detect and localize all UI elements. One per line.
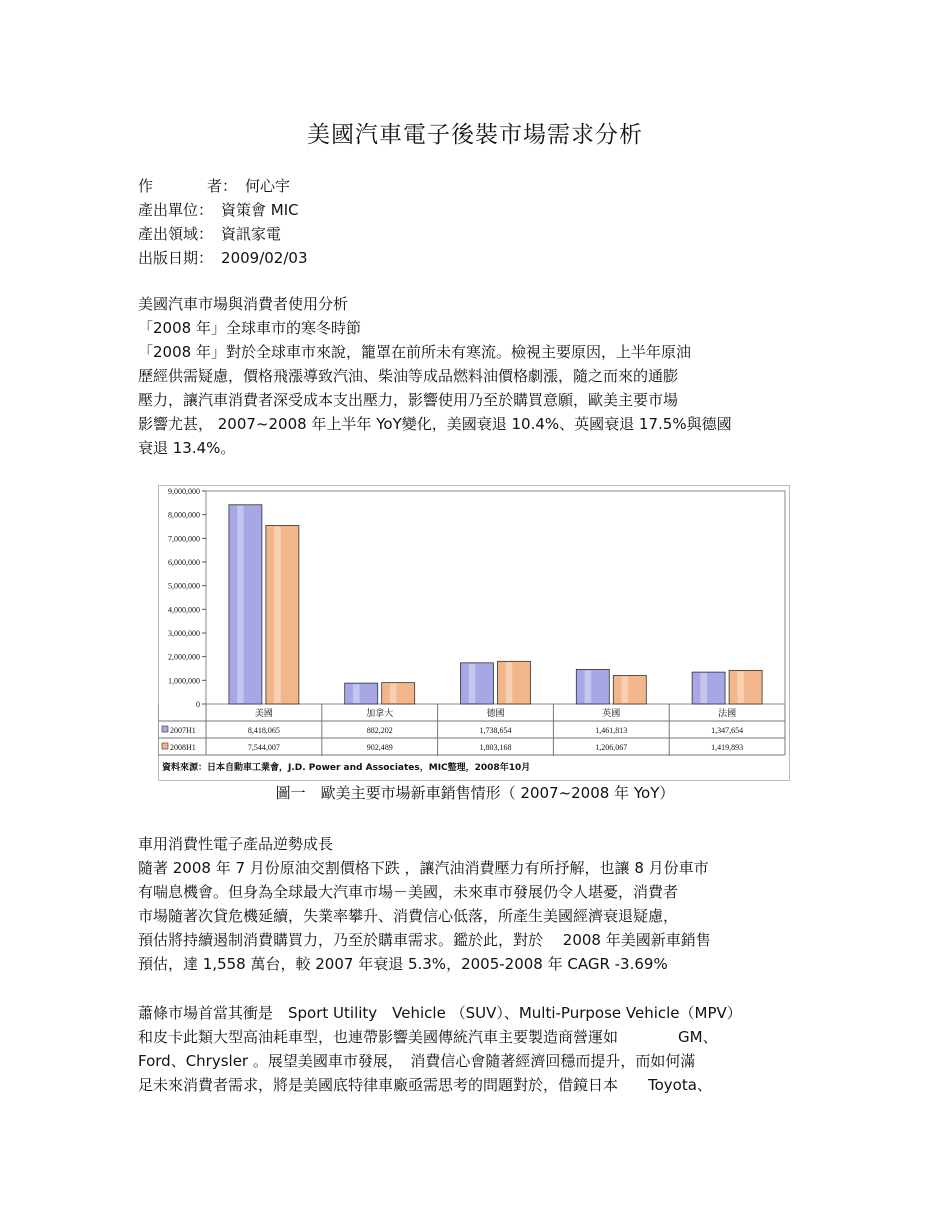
- y-tick-label: 6,000,000: [168, 558, 200, 567]
- y-tick-label: 7,000,000: [168, 534, 200, 544]
- paragraph-line: 蕭條市場首當其衝是 Sport Utility Vehicle （SUV）、Multi-Purpose Vehicle（MPV）: [138, 1004, 742, 1022]
- bar-2007H1: [345, 683, 378, 704]
- data-label: 1,461,813: [595, 726, 628, 735]
- y-tick-label: 8,000,000: [168, 510, 200, 520]
- data-label: 1,803,168: [479, 743, 512, 752]
- y-tick-label: 9,000,000: [168, 487, 200, 496]
- bar-2008H1: [613, 675, 646, 704]
- paragraph-line: 歷經供需疑慮，價格飛漲導致汽油、柴油等成品燃料油價格劇漲，隨之而來的通膨: [138, 367, 679, 385]
- meta-field: [138, 222, 308, 246]
- paragraph-line: 市場隨著次貸危機延續，失業率攀升、消費信心低落，所產生美國經濟衰退疑慮，: [138, 907, 679, 925]
- paragraph-line: 和皮卡此類大型高油耗車型，也連帶影響美國傳統汽車主要製造商營運如 GM、: [138, 1028, 718, 1046]
- legend-swatch: [162, 743, 168, 749]
- bar-2008H1: [266, 525, 299, 704]
- bar-highlight: [506, 662, 513, 703]
- paragraph-line: 影響尤甚， 2007~2008 年上半年 YoY變化，美國衰退 10.4%、英國衰退 17.5%與德國: [138, 415, 732, 433]
- bar-2007H1: [576, 669, 609, 704]
- section-market-outlook: [138, 1001, 818, 1097]
- bar-highlight: [237, 506, 244, 703]
- meta-date: [138, 246, 308, 270]
- section-market-analysis: [138, 292, 818, 460]
- y-tick-label: 5,000,000: [168, 581, 200, 591]
- bar-2007H1: [461, 663, 494, 704]
- x-category-label: 美國: [254, 708, 273, 718]
- bar-highlight: [469, 664, 476, 703]
- paragraph-line: 預估將持續遏制消費購買力，乃至於購車需求。鑑於此，對於 2008 年美國新車銷售: [138, 931, 711, 949]
- document-meta: [138, 174, 308, 270]
- meta-field-value: 資訊家電: [221, 225, 282, 243]
- sales-chart: [158, 485, 790, 781]
- meta-unit: [138, 198, 308, 222]
- paragraph-line: 有喘息機會。但身為全球最大汽車市場－美國，未來車市發展仍令人堪憂，消費者: [138, 883, 679, 901]
- data-label: 8,418,065: [247, 726, 280, 735]
- meta-date-value: 2009/02/03: [221, 249, 308, 267]
- bar-highlight: [390, 684, 397, 703]
- meta-sep: ：: [198, 201, 214, 219]
- section-heading: 車用消費性電子產品逆勢成長: [138, 835, 334, 853]
- paragraph-line: 「2008 年」對於全球車市來說，籠罩在前所未有寒流。檢視主要原因，上半年原油: [138, 343, 691, 361]
- bar-2008H1: [498, 661, 531, 704]
- figure-caption: 圖一 歐美主要市場新車銷售情形（ 2007~2008 年 YoY）: [275, 784, 675, 802]
- legend-label: 2007H1: [170, 726, 196, 735]
- legend-swatch: [162, 726, 168, 732]
- meta-date-key: 出版日期: [138, 249, 199, 267]
- paragraph-line: 預估，達 1,558 萬台，較 2007 年衰退 5.3%，2005-2008 年 CAGR -3.69%: [138, 955, 668, 973]
- x-category-label: 德國: [486, 708, 505, 718]
- bar-highlight: [585, 670, 592, 703]
- data-label: 1,419,893: [711, 743, 744, 752]
- bar-2007H1: [229, 505, 262, 704]
- x-category-label: 英國: [602, 708, 621, 718]
- bar-2007H1: [692, 672, 725, 704]
- data-label: 7,544,007: [247, 743, 280, 752]
- data-label: 902,489: [366, 743, 393, 752]
- y-tick-label: 4,000,000: [168, 605, 200, 615]
- y-tick-label: 1,000,000: [168, 676, 200, 686]
- meta-author-value: 何心宇: [245, 177, 291, 195]
- document-title: 美國汽車電子後裝市場需求分析: [307, 122, 643, 148]
- section-consumer-electronics: [138, 832, 818, 976]
- data-label: 1,738,654: [479, 726, 512, 735]
- section-heading: 美國汽車市場與消費者使用分析: [138, 295, 349, 313]
- sales-chart-svg: [158, 485, 790, 781]
- bar-highlight: [353, 684, 360, 703]
- data-label: 1,347,654: [711, 726, 744, 735]
- meta-sep: ：: [198, 225, 214, 243]
- meta-author: [138, 174, 308, 198]
- bar-highlight: [700, 673, 707, 703]
- bar-highlight: [274, 526, 281, 703]
- y-tick-label: 2,000,000: [168, 652, 200, 662]
- data-label: 1,206,067: [595, 743, 628, 752]
- bar-2008H1: [729, 670, 762, 704]
- y-tick-label: 3,000,000: [168, 629, 200, 638]
- meta-sep: ：: [198, 249, 214, 267]
- y-tick-label: 0: [196, 700, 200, 709]
- meta-field-key: 產出領域: [138, 225, 199, 243]
- paragraph-line: 衰退 13.4%。: [138, 439, 236, 457]
- paragraph-line: 壓力，讓汽車消費者深受成本支出壓力，影響使用乃至於購買意願，歐美主要市場: [138, 391, 679, 409]
- bar-highlight: [622, 676, 629, 703]
- bar-highlight: [737, 671, 744, 703]
- paragraph-line: 足未來消費者需求，將是美國底特律車廠亟需思考的問題對於，借鏡日本 Toyota、: [138, 1076, 712, 1094]
- meta-unit-key: 產出單位: [138, 201, 199, 219]
- x-category-label: 法國: [718, 708, 737, 718]
- chart-source: 資料來源：日本自動車工業會，J.D. Power and Associates，MIC整理，2008年10月: [162, 763, 531, 773]
- meta-sep: ：: [222, 177, 238, 195]
- meta-unit-value: 資策會 MIC: [221, 201, 299, 219]
- data-label: 882,202: [366, 726, 393, 735]
- legend-label: 2008H1: [170, 743, 196, 752]
- section-subheading: 「2008 年」全球車市的寒冬時節: [138, 319, 361, 337]
- paragraph-line: 隨著 2008 年 7 月份原油交割價格下跌 ，讓汽油消費壓力有所抒解，也讓 8 月份車市: [138, 859, 709, 877]
- paragraph-line: Ford、Chrysler 。展望美國車市發展， 消費信心會隨著經濟回穩而提升，而如何滿: [138, 1052, 696, 1070]
- x-category-label: 加拿大: [366, 708, 394, 718]
- meta-author-key: 作 者: [138, 177, 222, 195]
- bar-2008H1: [382, 683, 415, 704]
